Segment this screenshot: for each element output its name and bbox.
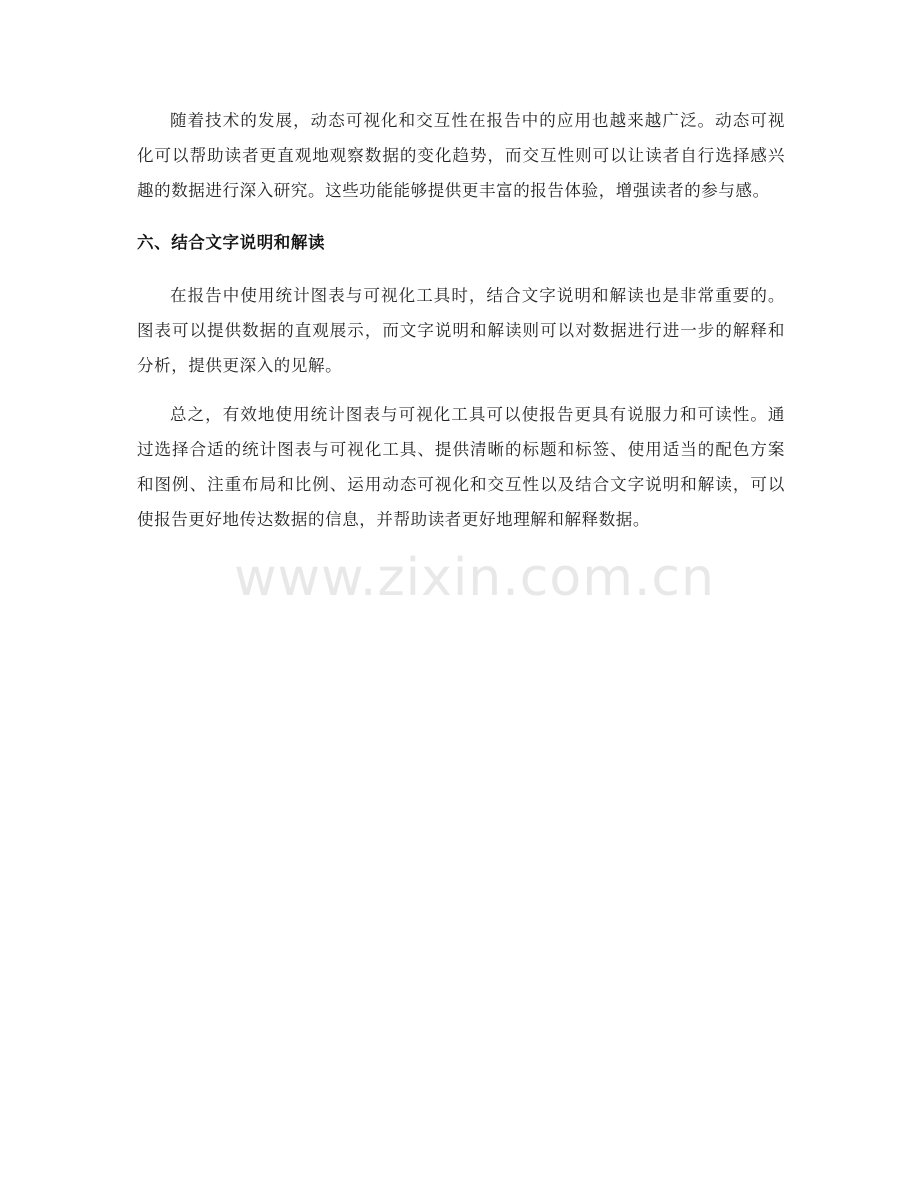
paragraph-conclusion: 总之，有效地使用统计图表与可视化工具可以使报告更具有说服力和可读性。通过选择合适的统计图表与可视化工具、提供清晰的标题和标签、使用适当的配色方案和图例、注重布局和比例、运用动态可视化和交互性以及结合文字说明和解读，可以使报告更好地传达数据的信息，并帮助读者更好地理解和解释数据。 — [137, 405, 785, 529]
paragraph-dynamic-visualization: 随着技术的发展，动态可视化和交互性在报告中的应用也越来越广泛。动态可视化可以帮助读者更直观地观察数据的变化趋势，而交互性则可以让读者自行选择感兴趣的数据进行深入研究。这些功能能够提供更丰富的报告体验，增强读者的参与感。 — [137, 111, 785, 200]
section-heading: 六、结合文字说明和解读 — [137, 233, 326, 252]
document-body — [137, 103, 785, 537]
watermark-text: www.zixin.com.cn — [234, 548, 715, 608]
paragraph-text-explanation: 在报告中使用统计图表与可视化工具时，结合文字说明和解读也是非常重要的。图表可以提供数据的直观展示，而文字说明和解读则可以对数据进行进一步的解释和分析，提供更深入的见解。 — [137, 286, 785, 375]
